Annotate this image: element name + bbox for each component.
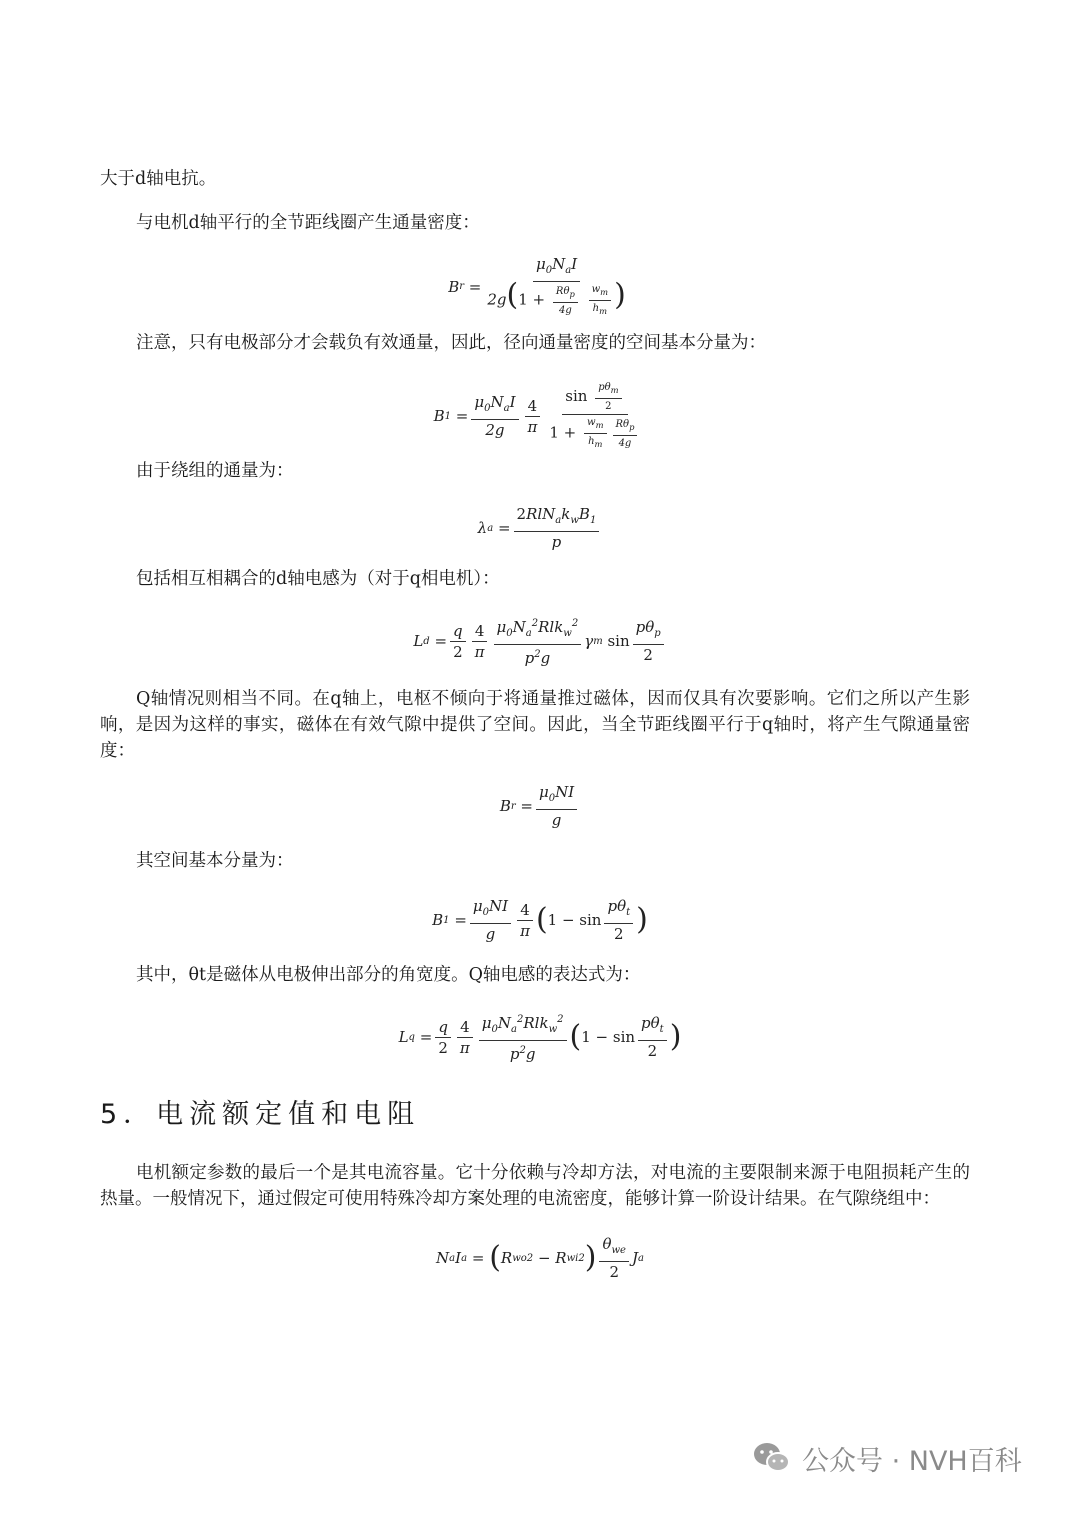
paragraph-5: 包括相互相耦合的d轴电感为（对于q相电机）： bbox=[136, 569, 500, 589]
equation-current-rating: N a I a = ( R wo 2 − R wi 2 ) $\frac{\theta_{we}}{2}$ J a bbox=[436, 1235, 644, 1281]
watermark bbox=[752, 1438, 1022, 1478]
paragraph-3: 注意，只有电极部分才会载负有效通量，因此，径向通量密度的空间基本分量为： bbox=[136, 333, 766, 353]
watermark-text: 公众号 · NVH百科 bbox=[802, 1445, 1022, 1477]
equation-ld: L d = $\frac{q}{2}$ $\frac{4}{\pi}$ $\frac{\mu_0N_a^2Rlk_w^2}{p^2g}$ γ m sin $\frac{p\theta_p}{2}$ bbox=[0, 616, 1080, 666]
paragraph-6: Q轴情况则相当不同。在q轴上，电枢不倾向于将通量推过磁体，因而仅具有次要影响。它们之所以产生影响，是因为这样的事实，磁体在有效气隙中提供了空间。因此，当全节距线圈平行于q轴时，将产生气隙通量密度： bbox=[100, 689, 970, 761]
equation-b1-fundamental: B 1 = $\frac{\mu_0N_aI}{2g}$ $\frac{4}{\pi}$ sin $\frac{p\theta_m}{2}$ 1 + $\frac{w_m}{h_m}$ $\frac{R\theta_p}{4g}$ bbox=[0, 382, 1080, 450]
paragraph-4: 由于绕组的通量为： bbox=[136, 461, 294, 481]
equation-br-q-axis: B r = $\frac{\mu_0NI}{g}$ bbox=[0, 784, 1080, 828]
equation-lq: L q = $\frac{q}{2}$ $\frac{4}{\pi}$ $\frac{\mu_0N_a^2Rlk_w^2}{p^2g}$ ( 1 − sin $\frac{p\theta_t}{2}$ ) bbox=[398, 1014, 682, 1063]
equation-br-d-axis: B r = $\mu_0N_aI$ 2g(1 + $\frac{R\theta_p}{4g}$ $\frac{w_m}{h_m}$ ) bbox=[448, 255, 626, 316]
paragraph-8: 其中，θt是磁体从电极伸出部分的角宽度。Q轴电感的表达式为： bbox=[136, 965, 641, 985]
paragraph-2: 与电机d轴平行的全节距线圈产生通量密度： bbox=[136, 213, 480, 233]
wechat-icon bbox=[752, 1441, 792, 1475]
section-heading: 5．电流额定值和电阻 bbox=[100, 1099, 421, 1130]
paragraph-1: 大于d轴电抗。 bbox=[100, 169, 217, 189]
equation-flux-linkage: λ a = $\frac{2RlN_ak_wB_1}{p}$ bbox=[0, 506, 1080, 550]
equation-b1-q-axis: B 1 = $\frac{\mu_0NI}{g}$ $\frac{4}{\pi}$ ( 1 − sin $\frac{p\theta_t}{2}$ ) bbox=[432, 897, 648, 943]
paragraph-9: 电机额定参数的最后一个是其电流容量。它十分依赖与冷却方法，对电流的主要限制来源于电阻损耗产生的热量。一般情况下，通过假定可使用特殊冷却方案处理的电流密度，能够计算一阶设计结果。在气隙绕组中： bbox=[100, 1163, 970, 1209]
paragraph-7: 其空间基本分量为： bbox=[136, 851, 294, 871]
